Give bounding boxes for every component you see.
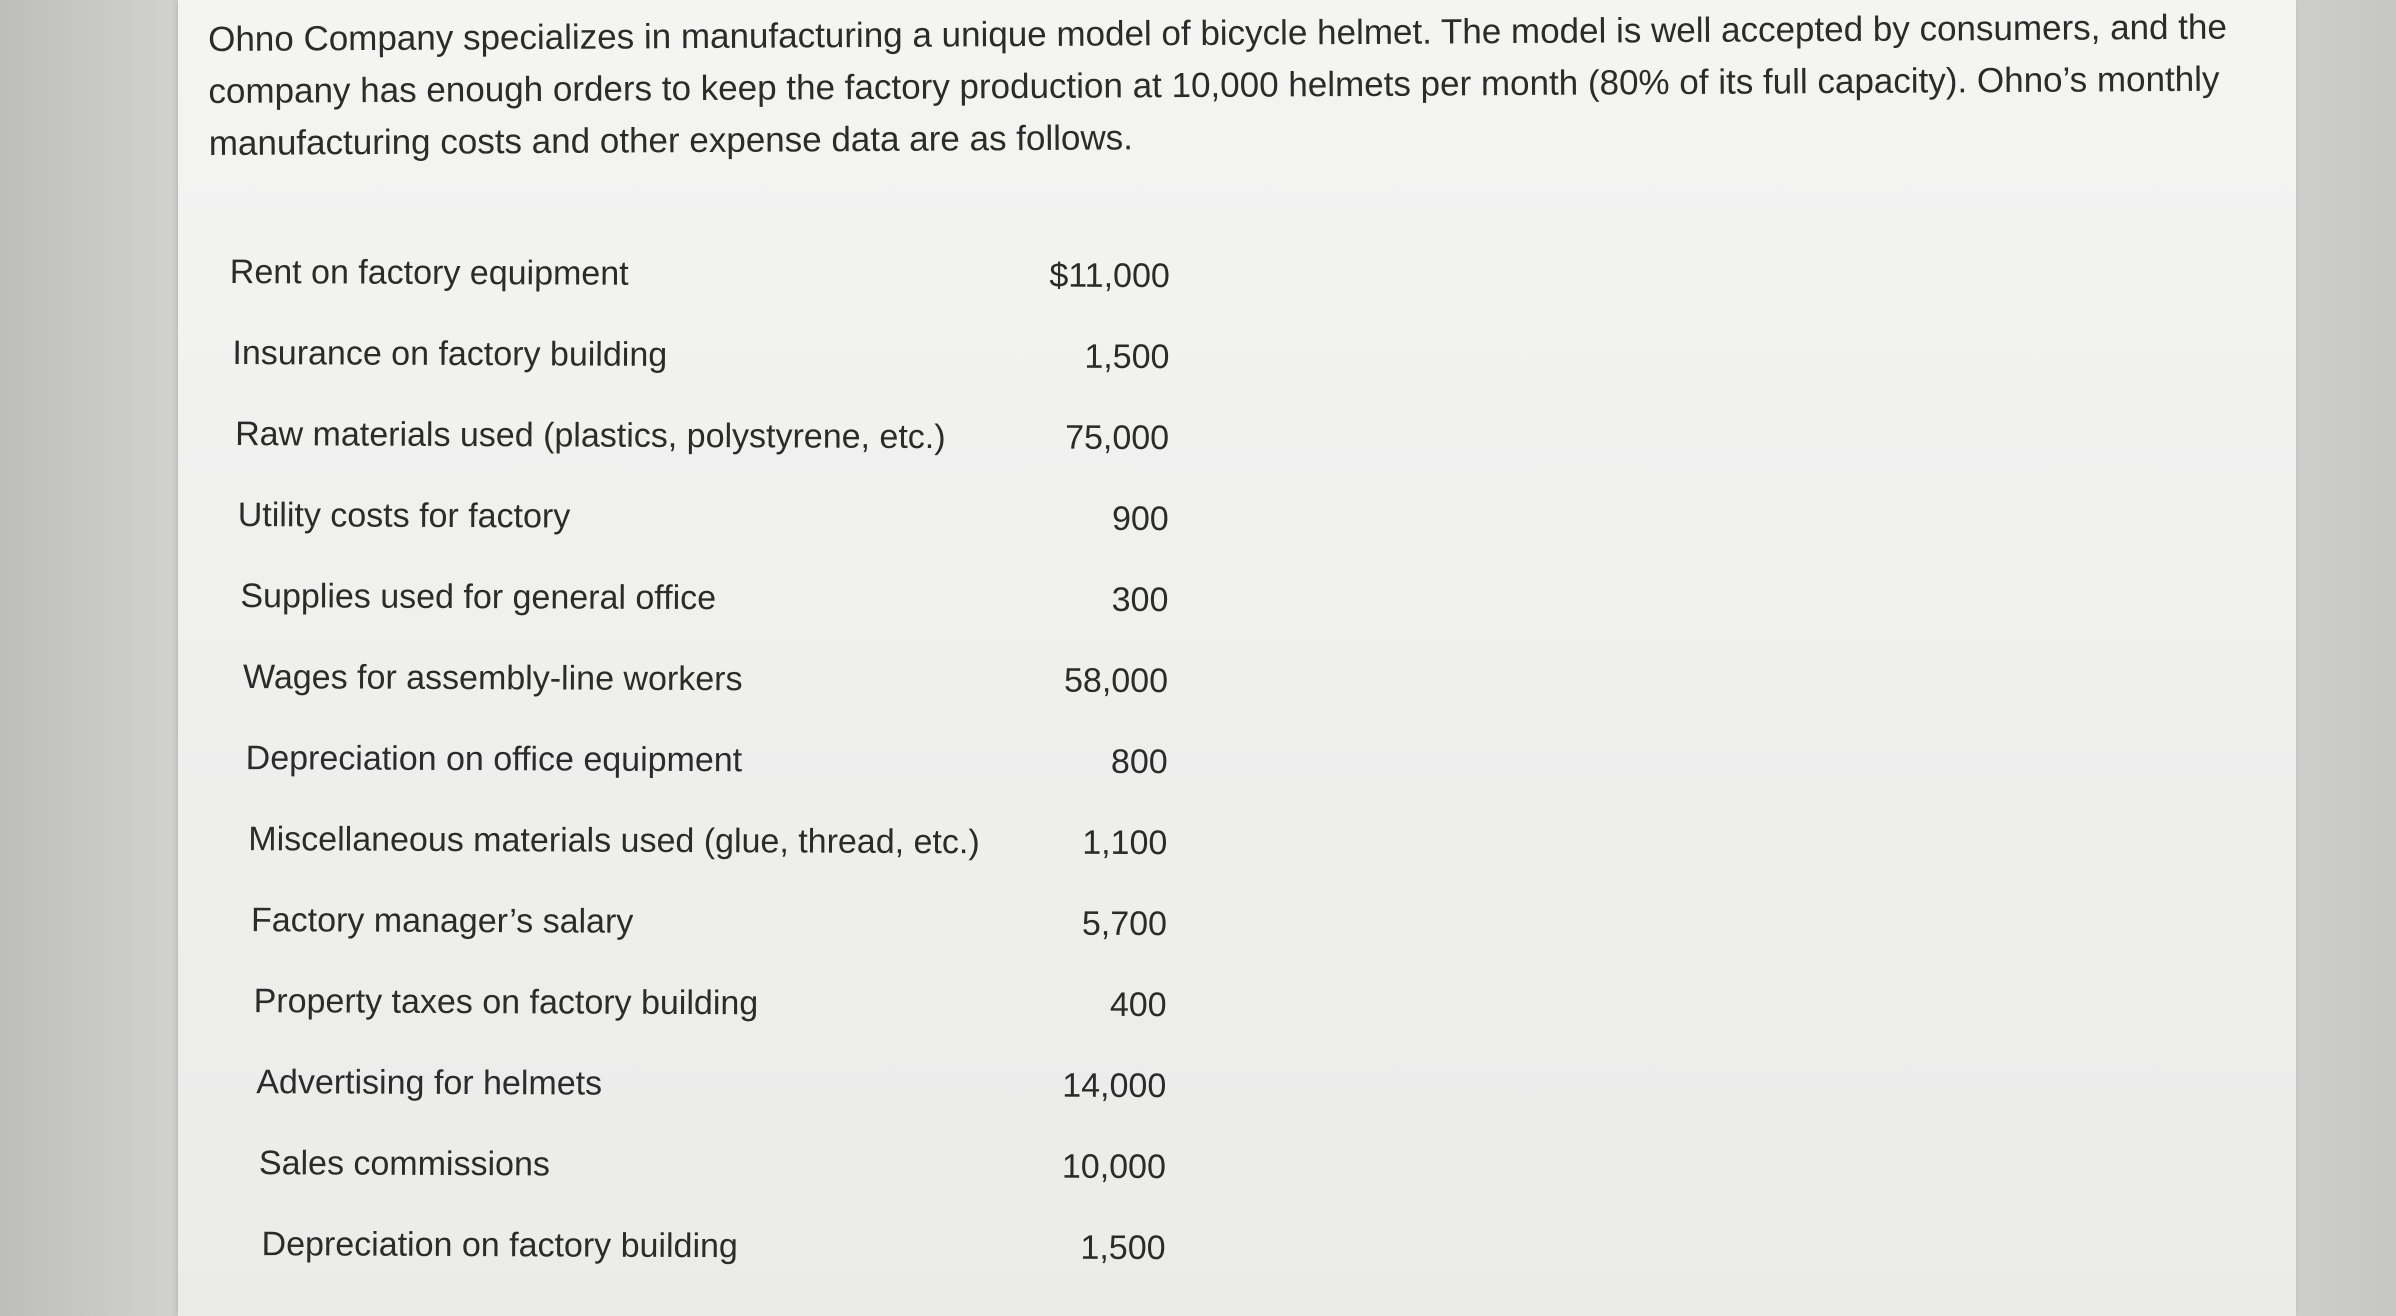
- cost-label: Raw materials used (plastics, polystyrene, etc.): [235, 415, 946, 457]
- cost-label: Supplies used for general office: [240, 577, 717, 618]
- cost-table: [225, 232, 1170, 1289]
- cost-amount: 400: [1109, 985, 1167, 1025]
- cost-row: [228, 718, 1168, 803]
- cost-label: Property taxes on factory building: [253, 982, 759, 1023]
- problem-intro: Ohno Company specializes in manufacturing a unique model of bicycle helmet. The model is well accepted by consumers, and the company has enough orders to keep the factory production at 10,000 helmets per month (80% of its full capacity). Ohno’s monthly manufacturing costs and other expense data are as follows.: [208, 7, 2228, 163]
- cost-row: [226, 961, 1166, 1046]
- cost-label: Advertising for helmets: [256, 1063, 603, 1103]
- cost-amount: 5,700: [1081, 904, 1168, 944]
- cost-row: [225, 1204, 1165, 1289]
- cost-label: Sales commissions: [258, 1144, 551, 1184]
- cost-amount: $11,000: [1049, 256, 1170, 296]
- cost-row: [226, 1042, 1166, 1127]
- cost-row: [229, 394, 1169, 479]
- cost-amount: 14,000: [1062, 1066, 1167, 1106]
- cost-amount: 58,000: [1063, 661, 1169, 701]
- cost-label: Wages for assembly-line workers: [242, 658, 743, 699]
- cost-label: Depreciation on office equipment: [245, 739, 743, 780]
- cost-row: [229, 475, 1169, 560]
- cost-row: [227, 799, 1167, 884]
- cost-amount: 1,500: [1080, 1228, 1166, 1268]
- cost-amount: 900: [1111, 499, 1169, 539]
- cost-label: Rent on factory equipment: [229, 252, 629, 293]
- cost-label: Utility costs for factory: [237, 496, 571, 536]
- cost-label: Depreciation on factory building: [261, 1225, 738, 1266]
- cost-amount: 1,500: [1084, 337, 1170, 377]
- cost-row: [229, 313, 1169, 398]
- cost-label: Factory manager’s salary: [250, 901, 634, 941]
- cost-amount: 1,100: [1082, 823, 1168, 863]
- cost-amount: 75,000: [1065, 418, 1170, 458]
- cost-row: [227, 880, 1167, 965]
- cost-row: [228, 556, 1168, 641]
- cost-label: Insurance on factory building: [232, 334, 668, 374]
- cost-label: Miscellaneous materials used (glue, thread, etc.): [248, 820, 980, 862]
- cost-row: [228, 637, 1168, 722]
- cost-amount: 800: [1110, 742, 1168, 782]
- cost-amount: 300: [1111, 580, 1169, 620]
- cost-amount: 10,000: [1061, 1147, 1167, 1187]
- cost-row: [226, 1123, 1166, 1208]
- cost-row: [230, 232, 1170, 317]
